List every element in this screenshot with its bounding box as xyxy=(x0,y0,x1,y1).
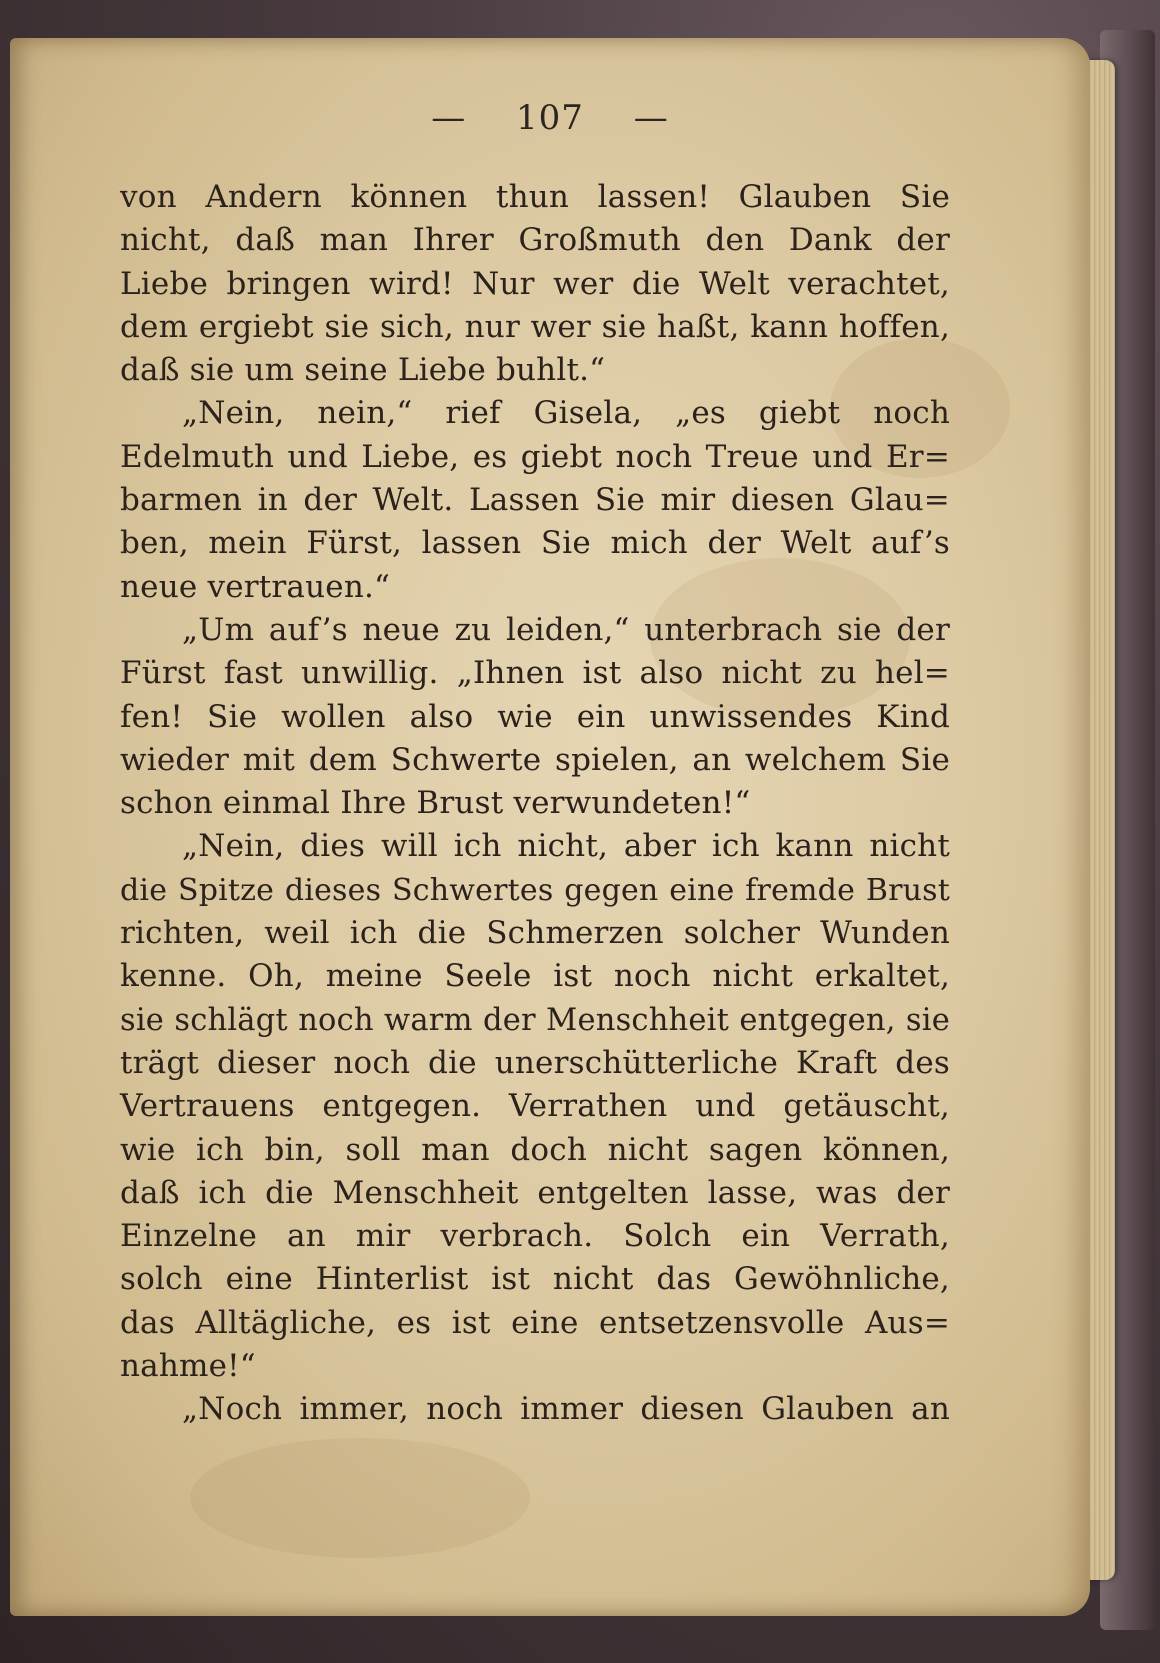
text-line: trägt dieser noch die unerschütterliche Kraft des xyxy=(120,1044,950,1081)
paper-stain xyxy=(190,1438,530,1558)
text-line: nahme!“ xyxy=(120,1348,256,1385)
text-line: die Spitze dieses Schwertes gegen eine fremde Brust xyxy=(120,872,950,908)
text-line: „Nein, nein,“ rief Gisela, „es giebt noch xyxy=(182,395,950,432)
text-line: wie ich bin, soll man doch nicht sagen können, xyxy=(120,1131,950,1168)
text-line: „Um auf’s neue zu leiden,“ unterbrach sie der xyxy=(182,611,950,648)
page-header xyxy=(0,98,1100,138)
text-line: schon einmal Ihre Brust verwundeten!“ xyxy=(120,785,751,822)
text-line: daß sie um seine Liebe buhlt.“ xyxy=(120,352,606,389)
text-line: neue vertrauen.“ xyxy=(120,568,391,605)
text-line: das Alltägliche, es ist eine entsetzensvolle Aus= xyxy=(120,1304,950,1341)
text-line: barmen in der Welt. Lassen Sie mir diesen Glau= xyxy=(120,482,950,519)
text-line: ben, mein Fürst, lassen Sie mich der Welt auf’s xyxy=(120,525,950,562)
text-line: „Noch immer, noch immer diesen Glauben an xyxy=(182,1391,950,1428)
header-dash-left: — xyxy=(431,98,467,138)
text-line: Edelmuth und Liebe, es giebt noch Treue und Er= xyxy=(120,438,950,475)
text-line: sie schlägt noch warm der Menschheit entgegen, sie xyxy=(120,1002,950,1038)
text-line: kenne. Oh, meine Seele ist noch nicht erkaltet, xyxy=(120,958,950,995)
text-line: „Nein, dies will ich nicht, aber ich kann nicht xyxy=(182,828,950,865)
header-dash-right: — xyxy=(633,98,669,138)
text-line: dem ergiebt sie sich, nur wer sie haßt, kann hoffen, xyxy=(120,308,950,345)
text-line: Liebe bringen wird! Nur wer die Welt verachtet, xyxy=(120,265,950,302)
text-line: von Andern können thun lassen! Glauben Sie xyxy=(120,179,950,215)
text-line: wieder mit dem Schwerte spielen, an welchem Sie xyxy=(120,741,950,778)
body-text xyxy=(120,176,950,1432)
text-line: fen! Sie wollen also wie ein unwissendes Kind xyxy=(120,698,950,735)
text-line: solch eine Hinterlist ist nicht das Gewöhnliche, xyxy=(120,1261,950,1298)
text-line: Einzelne an mir verbrach. Solch ein Verrath, xyxy=(120,1218,950,1255)
text-line: nicht, daß man Ihrer Großmuth den Dank der xyxy=(120,222,950,259)
text-line: daß ich die Menschheit entgelten lasse, was der xyxy=(120,1174,950,1211)
text-line: Vertrauens entgegen. Verrathen und getäuscht, xyxy=(120,1088,950,1125)
text-line: richten, weil ich die Schmerzen solcher Wunden xyxy=(120,915,950,952)
page-number: 107 xyxy=(516,98,584,138)
text-line: Fürst fast unwillig. „Ihnen ist also nicht zu hel= xyxy=(120,655,950,692)
